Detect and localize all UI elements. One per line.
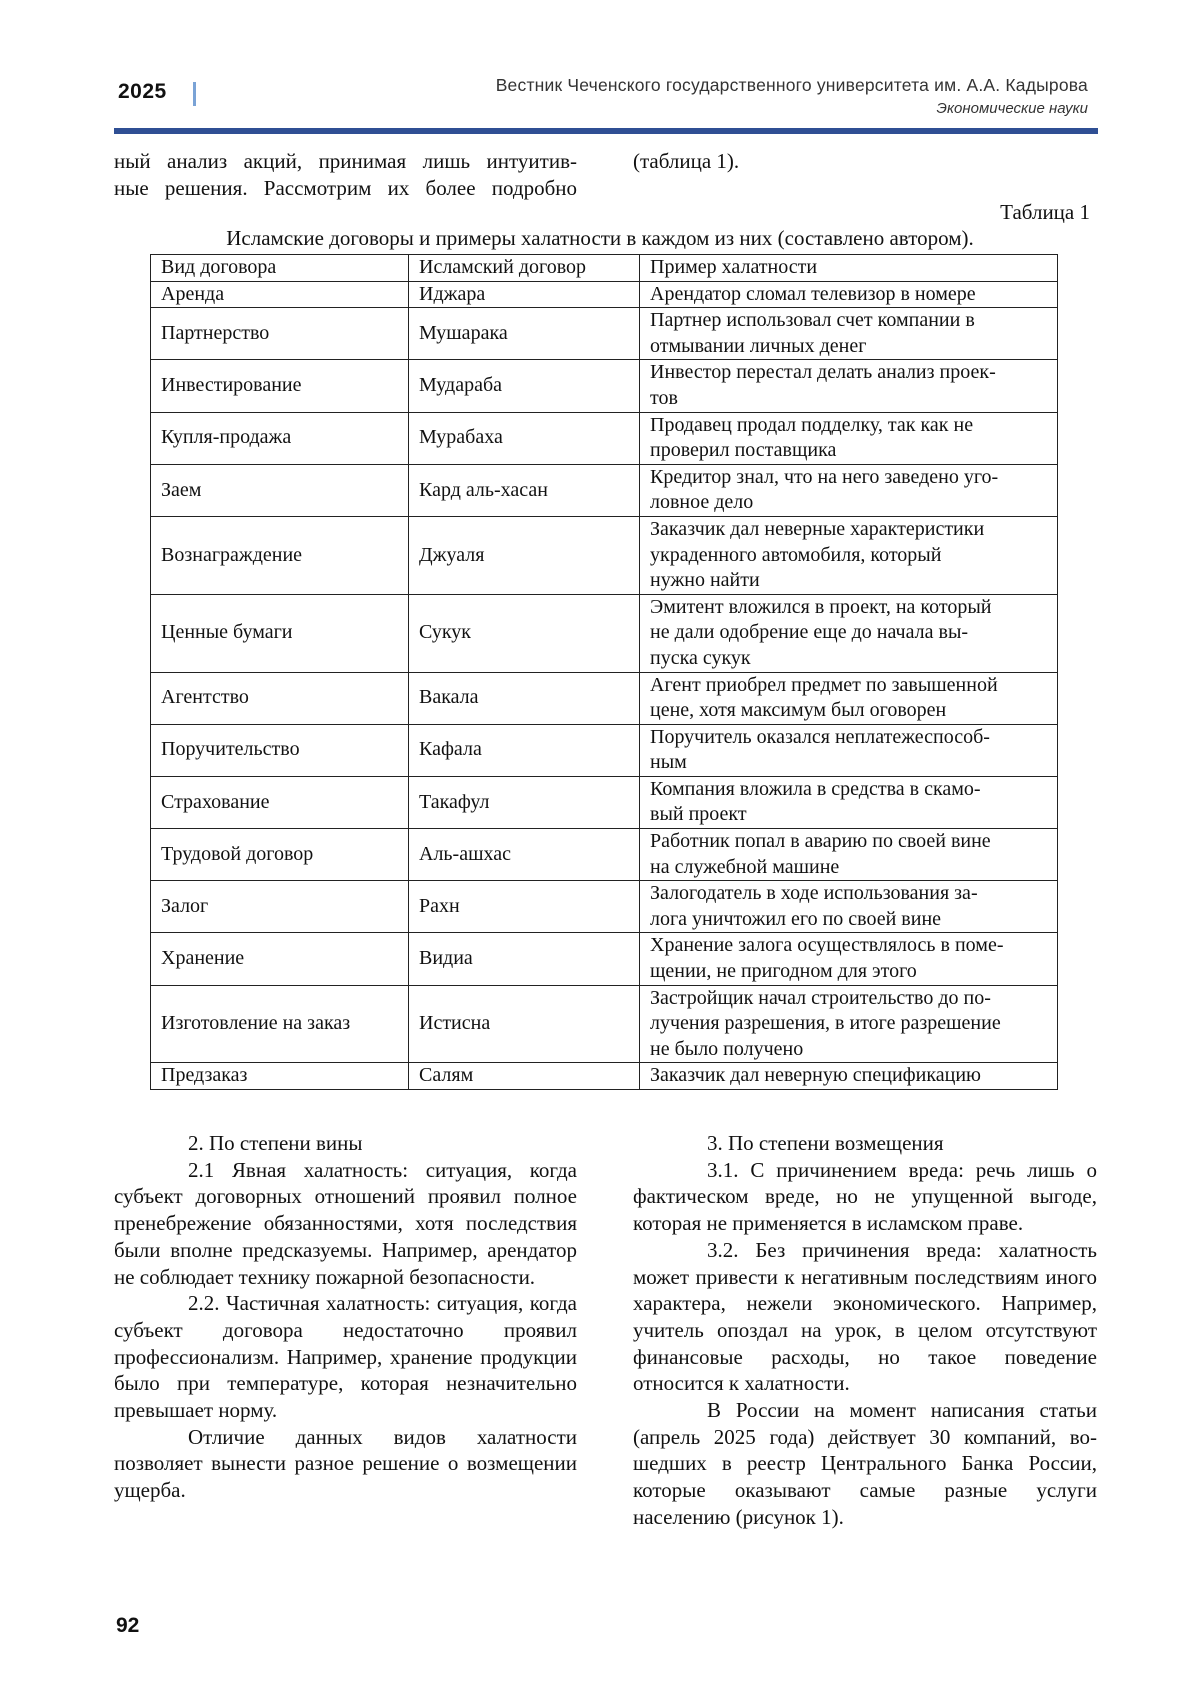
header-year: 2025 xyxy=(118,80,167,103)
negligence-example-line: Застройщик начал строительство до по- xyxy=(650,986,991,1009)
negligence-example-cell xyxy=(640,464,1058,516)
intro-left xyxy=(114,148,577,201)
contract-type-cell: Изготовление на заказ xyxy=(151,985,409,1063)
table-row xyxy=(151,776,1058,828)
table-row xyxy=(151,1063,1058,1090)
table-number: Таблица 1 xyxy=(1000,200,1090,224)
negligence-example-cell xyxy=(640,829,1058,881)
islamic-contract-cell: Сукук xyxy=(409,594,640,672)
section-heading: 2. По степени вины xyxy=(188,1131,363,1155)
negligence-example-cell xyxy=(640,776,1058,828)
negligence-example-line: Хранение залога осуществлялось в поме- xyxy=(650,934,1004,957)
negligence-example-line: пуска сукук xyxy=(650,646,751,669)
table-row xyxy=(151,933,1058,985)
negligence-example-line: Инвестор перестал делать анализ проек- xyxy=(650,361,996,384)
negligence-example-cell xyxy=(640,933,1058,985)
islamic-contract-cell: Истисна xyxy=(409,985,640,1063)
table-row xyxy=(151,308,1058,360)
table-row xyxy=(151,412,1058,464)
page-number: 92 xyxy=(116,1614,140,1637)
contract-type-cell: Агентство xyxy=(151,672,409,724)
table-header-cell: Исламский договор xyxy=(409,255,640,282)
negligence-example-line: ным xyxy=(650,751,687,774)
table-row xyxy=(151,464,1058,516)
paragraph: Отличие данных видов халатности позволяет вынести разное решение о возмещении ущерба. xyxy=(114,1424,577,1503)
islamic-contract-cell: Видиа xyxy=(409,933,640,985)
negligence-example-line: тов xyxy=(650,386,678,409)
negligence-example-line: на служебной машине xyxy=(650,855,840,878)
negligence-example-line: Заказчик дал неверную спецификацию xyxy=(650,1064,981,1087)
contract-type-cell: Купля-продажа xyxy=(151,412,409,464)
intro-right: (таблица 1). xyxy=(633,149,740,173)
negligence-example-line: цене, хотя максимум был оговорен xyxy=(650,699,947,722)
islamic-contract-cell: Рахн xyxy=(409,881,640,933)
table-header-cell: Пример халатности xyxy=(640,255,1058,282)
right-column-text xyxy=(633,1130,1097,1531)
paragraph: 3.1. С причинением вреда: речь лишь о фактическом вреде, но не упущенной выгоде, которая не применяется в исламском праве. xyxy=(633,1157,1097,1236)
negligence-example-line: нужно найти xyxy=(650,569,760,592)
negligence-example-line: щении, не пригодном для этого xyxy=(650,960,917,983)
table-row xyxy=(151,724,1058,776)
islamic-contract-cell: Салям xyxy=(409,1063,640,1090)
paragraph: 2.2. Частичная халатность: ситуация, когда субъект договора недостаточно проявил профессионализм. Например, хранение продукции было при температуре, которая незначительно превышает норму. xyxy=(114,1291,577,1423)
negligence-example-line: украденного автомобиля, который xyxy=(650,543,942,566)
negligence-example-cell xyxy=(640,308,1058,360)
table-caption: Исламские договоры и примеры халатности в каждом из них (составлено автором). xyxy=(226,226,974,250)
contract-type-cell: Хранение xyxy=(151,933,409,985)
negligence-example-line: Эмитент вложился в проект, на который xyxy=(650,595,992,618)
header-divider xyxy=(193,82,196,106)
negligence-example-line: Кредитор знал, что на него заведено уго- xyxy=(650,465,999,488)
negligence-example-cell xyxy=(640,724,1058,776)
negligence-example-cell xyxy=(640,412,1058,464)
negligence-example-line: лога уничтожил его по своей вине xyxy=(650,907,942,930)
negligence-example-line: Компания вложила в средства в скамо- xyxy=(650,777,981,800)
negligence-example-line: Работник попал в аварию по своей вине xyxy=(650,830,991,853)
section-heading: 3. По степени возмещения xyxy=(707,1131,944,1155)
negligence-example-cell xyxy=(640,881,1058,933)
table-header-row xyxy=(151,255,1058,282)
table-row xyxy=(151,516,1058,594)
negligence-example-line: не дали одобрение еще до начала вы- xyxy=(650,621,969,644)
islamic-contract-cell: Мушарака xyxy=(409,308,640,360)
contract-type-cell: Партнерство xyxy=(151,308,409,360)
contract-type-cell: Поручительство xyxy=(151,724,409,776)
contract-type-cell: Страхование xyxy=(151,776,409,828)
islamic-contract-cell: Иджара xyxy=(409,281,640,308)
islamic-contract-cell: Такафул xyxy=(409,776,640,828)
journal-section: Экономические науки xyxy=(936,100,1088,117)
negligence-example-line: проверил поставщика xyxy=(650,439,837,462)
islamic-contract-cell: Мудараба xyxy=(409,360,640,412)
negligence-example-line: не было получено xyxy=(650,1037,804,1060)
negligence-example-cell xyxy=(640,985,1058,1063)
negligence-example-cell xyxy=(640,1063,1058,1090)
negligence-example-line: ловное дело xyxy=(650,491,754,514)
islamic-contract-cell: Джуаля xyxy=(409,516,640,594)
table-row xyxy=(151,829,1058,881)
table-row xyxy=(151,881,1058,933)
negligence-example-line: Арендатор сломал телевизор в номере xyxy=(650,282,976,305)
contract-type-cell: Аренда xyxy=(151,281,409,308)
left-column-text xyxy=(114,1130,577,1504)
contract-type-cell: Ценные бумаги xyxy=(151,594,409,672)
table-row xyxy=(151,594,1058,672)
negligence-example-line: Партнер использовал счет компании в xyxy=(650,309,975,332)
contract-type-cell: Заем xyxy=(151,464,409,516)
contracts-table xyxy=(150,254,1058,1090)
table-row xyxy=(151,360,1058,412)
negligence-example-cell xyxy=(640,516,1058,594)
contract-type-cell: Трудовой договор xyxy=(151,829,409,881)
journal-title: Вестник Чеченского государственного университета им. А.А. Кадырова xyxy=(495,75,1088,95)
intro-left-line: ные решения. Рассмотрим их более подробно xyxy=(114,175,577,200)
negligence-example-line: Залогодатель в ходе использования за- xyxy=(650,882,978,905)
table-row xyxy=(151,985,1058,1063)
negligence-example-line: отмывании личных денег xyxy=(650,334,867,357)
negligence-example-line: Поручитель оказался неплатежеспособ- xyxy=(650,725,990,748)
negligence-example-line: Заказчик дал неверные характеристики xyxy=(650,517,985,540)
islamic-contract-cell: Аль-ашхас xyxy=(409,829,640,881)
journal-header xyxy=(496,72,1088,120)
contract-type-cell: Вознаграждение xyxy=(151,516,409,594)
contract-type-cell: Предзаказ xyxy=(151,1063,409,1090)
negligence-example-line: вый проект xyxy=(650,803,747,826)
paragraph: 3.2. Без причинения вреда: халатность может привести к негативным последствиям иного характера, нежели экономического. Например, учитель опоздал на урок, в целом отсутствуют финансовые расходы, но такое поведение относится к халатности. xyxy=(633,1237,1097,1396)
negligence-example-cell xyxy=(640,281,1058,308)
negligence-example-cell xyxy=(640,672,1058,724)
negligence-example-cell xyxy=(640,594,1058,672)
paragraph: 2.1 Явная халатность: ситуация, когда субъект договорных отношений проявил полное пренебрежение обязанностями, хотя последствия были вполне предсказуемы. Например, арендатор не соблюдает технику пожарной безопасности. xyxy=(114,1157,577,1289)
table-row xyxy=(151,672,1058,724)
negligence-example-cell xyxy=(640,360,1058,412)
table-header-cell: Вид договора xyxy=(151,255,409,282)
contract-type-cell: Залог xyxy=(151,881,409,933)
contract-type-cell: Инвестирование xyxy=(151,360,409,412)
islamic-contract-cell: Кафала xyxy=(409,724,640,776)
header-rule xyxy=(114,128,1098,134)
intro-left-line: ный анализ акций, принимая лишь интуитив- xyxy=(114,149,577,173)
negligence-example-line: лучения разрешения, в итоге разрешение xyxy=(650,1012,1001,1035)
paragraph: В России на момент написания статьи (апрель 2025 года) действует 30 компаний, вошедших в реестр Центрального Банка России, которые оказывают самые разные услуги населению (рисунок 1). xyxy=(633,1398,1097,1529)
islamic-contract-cell: Мурабаха xyxy=(409,412,640,464)
negligence-example-line: Продавец продал подделку, так как не xyxy=(650,413,974,436)
negligence-example-line: Агент приобрел предмет по завышенной xyxy=(650,673,998,696)
islamic-contract-cell: Кард аль-хасан xyxy=(409,464,640,516)
islamic-contract-cell: Вакала xyxy=(409,672,640,724)
table-row xyxy=(151,281,1058,308)
